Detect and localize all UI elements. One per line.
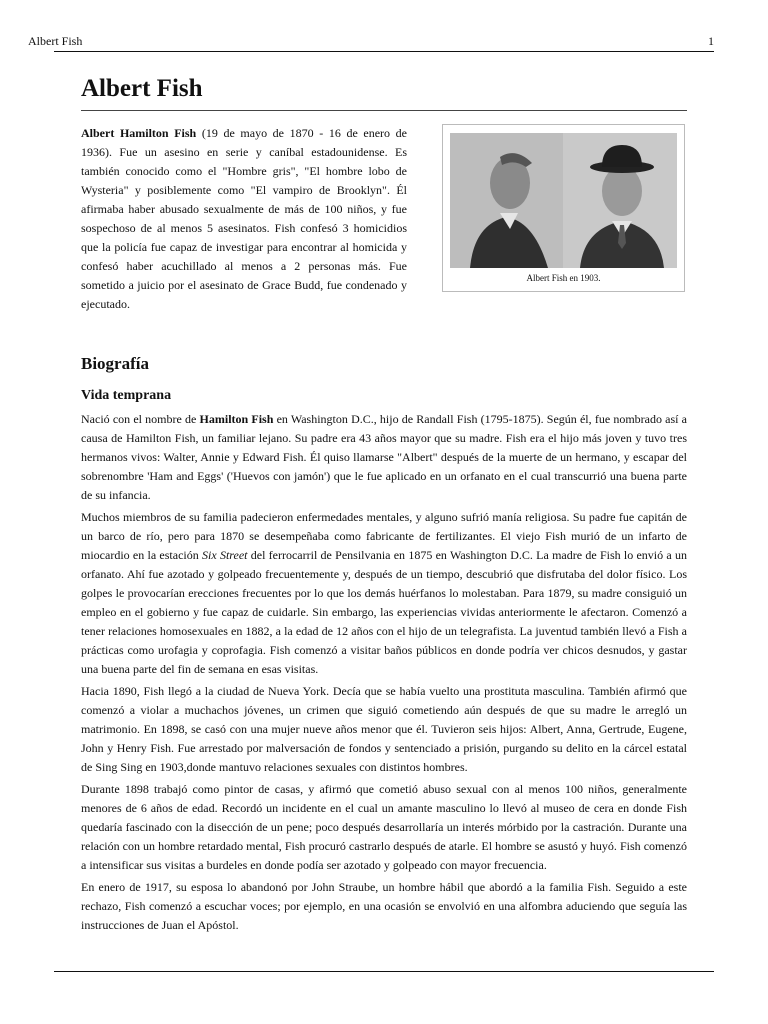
intro-text: (19 de mayo de 1870 - 16 de enero de 1936). Fue un asesino en serie y caníbal estadounidense. Es también conocido como el "Hombre gris", "El hombre lobo de Wysteria" y posiblemente como "El vampiro de Brooklyn". Él afirmaba haber abusado sexualmente de más de 100 niños, y fue sospechoso de al menos 5 asesinatos. Fish confesó 3 homicidios que la policía fue capaz de investigar para encontrar al homicida y confesó haber acuchillado al menos a 2 personas más. Fue sometido a juicio por el asesinato de Grace Budd, fue condenado y ejecutado. — [81, 126, 407, 311]
paragraph-1: Nació con el nombre de Hamilton Fish en Washington D.C., hijo de Randall Fish (1795-1875). Según él, fue nombrado así a causa de Hamilton Fish, un familiar lejano. Su padre era 43 años mayor que su madre. Fish era el hijo más joven y tuvo tres hermanos vivos: Walter, Annie y Edward Fish. Él quiso llamarse "Albert" después de la muerte de un hermano, y escapar del sobrenombre 'Ham and Eggs' ('Huevos con jamón') que le fue aplicado en un orfanato en el cual transcurrió una buena parte de su infancia. — [81, 412, 687, 502]
subsection-title: Vida temprana — [81, 388, 172, 403]
running-title: Albert Fish — [28, 34, 83, 48]
page-number: 1 — [708, 34, 714, 48]
intro-paragraph — [81, 124, 407, 314]
footer-rule — [54, 971, 714, 972]
photo-figure — [442, 124, 685, 292]
intro-block — [81, 124, 687, 330]
paragraph-2: Muchos miembros de su familia padecieron enfermedades mentales, y alguno sufrió manía religiosa. Su padre fue capitán de un barco de río, pero para 1870 se desempeñaba como fabricante de fertilizantes. El viejo Fish murió de un infarto de miocardio en la estación Six Street del ferrocarril de Pensilvania en 1875 en Washington D.C. La madre de Fish lo envió a un orfanato. Ahí fue azotado y golpeado frecuentemente y, después de un tiempo, descubrió que disfrutaba del dolor físico. Los golpes le provocarían erecciones frecuentes por lo que los demás huérfanos lo molestaban. Para 1879, su madre consiguió un empleo en el gobierno y fue capaz de cuidarle. Sin embargo, las experiencias vividas anteriormente le afectaron. Comenzó a tener relaciones homosexuales en 1882, a la edad de 12 años con el hijo de un telegrafista. La juventud también llevó a Fish a prácticas como urofagia y coprofagia. Fish comenzó a visitar baños públicos en donde podría ver chicos desnudos, y gastar una buena parte del fin de semana en esas visitas. — [81, 510, 687, 676]
paragraph-3: Hacia 1890, Fish llegó a la ciudad de Nueva York. Decía que se había vuelto una prostituta masculina. También afirmó que comenzó a violar a muchachos jóvenes, un crimen que siguió cometiendo aún después de que su madre le arregló un matrimonio. En 1898, se casó con una mujer nueve años menor que él. Tuvieron seis hijos: Albert, Anna, Gertrude, Eugene, John y Henry Fish. Fue arrestado por malversación de fondos y sentenciado a prisión, purgando su delito en la cárcel estatal de Sing Sing en 1903,donde mantuvo relaciones sexuales con distintos hombres. — [81, 684, 687, 774]
title-rule — [81, 110, 687, 111]
page-title: Albert Fish — [81, 75, 203, 102]
article-body — [81, 410, 687, 935]
bold-birth-name: Hamilton Fish — [199, 412, 274, 426]
running-header — [28, 34, 714, 49]
header-rule — [54, 51, 714, 52]
section-title: Biografía — [81, 354, 149, 373]
paragraph-4: Durante 1898 trabajó como pintor de casas, y afirmó que cometió abuso sexual con al menos 100 niños, generalmente menores de 6 años de edad. Recordó un incidente en el cual un amante masculino lo llevó al museo de cera en donde Fish quedaría fascinado con la disección de un pene; poco después desarrollaría un interés mórbido por la castración. Durante una relación con un hombre retardado mental, Fish procuró castrarlo después de atarle. El hombre se asustó y huyó. Fish comenzó a intensificar sus visitas a burdeles en donde podía ser azotado y golpeado con mayor frecuencia. — [81, 782, 687, 872]
italic-station-name: Six Street — [202, 548, 248, 562]
article — [81, 72, 687, 938]
paragraph-5: En enero de 1917, su esposa lo abandonó por John Straube, un hombre hábil que abordó a la familia Fish. Seguido a este rechazo, Fish comenzó a escuchar voces; por ejemplo, en una ocasión se envolvió en una alfombra aduciendo que seguía las instrucciones de Juan el Apóstol. — [81, 880, 687, 932]
mugshot-photo — [450, 133, 677, 268]
photo-caption: Albert Fish en 1903. — [526, 273, 601, 283]
intro-bold-name: Albert Hamilton Fish — [81, 126, 197, 140]
